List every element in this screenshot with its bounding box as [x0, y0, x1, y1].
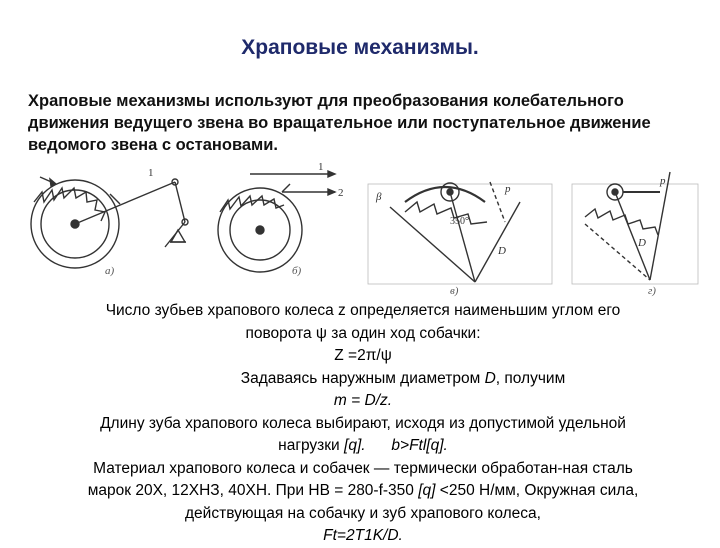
figure-c-beta: β [376, 191, 382, 203]
body-line-9-q: [q] [418, 482, 436, 499]
figure-b-num-1: 1 [318, 162, 324, 173]
body-line-7-a: нагрузки [278, 437, 345, 454]
ratchet-drawings [20, 162, 700, 300]
intro-line-2: движения ведущего звена во вращательное или поступательное движение [28, 114, 651, 132]
figure-d-d: D [638, 237, 646, 249]
slide-title: Храповые механизмы. [241, 36, 479, 59]
figure-c-d: D [498, 245, 506, 257]
formula-m: m = D/z. [333, 392, 393, 409]
intro-line-1: Храповые механизмы используют для преобразования колебательного [28, 92, 624, 110]
body-line-4-d: D [484, 369, 496, 387]
body-line-6: Длину зуба храпового колеса выбирают, исходя из допустимой удельной [100, 414, 626, 432]
body-line-7 [18, 435, 708, 458]
intro-paragraph [28, 90, 708, 156]
figure-b-num-2: 2 [338, 187, 344, 199]
body-line-10: действующая на собачку и зуб храпового колеса, [185, 504, 541, 522]
body-line-7-formula: b>Ftl[q]. [365, 437, 448, 454]
figure-d-label: г) [648, 285, 656, 297]
ratchet-figures [20, 162, 700, 300]
body-line-9 [18, 480, 708, 503]
figure-b-label: б) [292, 265, 302, 277]
figure-a-label: а) [105, 265, 115, 277]
body-text [18, 300, 708, 548]
body-line-4 [18, 368, 708, 391]
figure-c-drawing [368, 182, 552, 284]
body-line-9-c: <250 Н/мм, Окружная сила, [435, 482, 639, 499]
body-line-4-c: , получим [495, 369, 566, 387]
figure-c-angle: 350° [450, 216, 469, 227]
figure-d-p: p [660, 175, 666, 187]
body-line-8: Материал храпового колеса и собачек — термически обработан-ная сталь [93, 459, 633, 477]
formula-ft: Ft=2T1K/D. [323, 527, 403, 544]
body-line-9-a: марок 20Х, 12ХНЗ, 40ХН. При НВ = 280-f-350 [87, 482, 419, 499]
body-line-4-a: Задаваясь наружным диаметром [240, 369, 485, 387]
body-line-1: Число зубьев храпового колеса z определяется наименьшим углом его [105, 302, 621, 319]
figure-c-p: p [505, 183, 511, 195]
figure-c-label: в) [450, 285, 459, 297]
intro-line-3: ведомого звена с остановами. [28, 136, 278, 154]
figure-a-num-1: 1 [148, 167, 154, 179]
body-line-2: поворота ψ за один ход собачки: [245, 324, 481, 342]
figure-b-drawing [218, 171, 335, 272]
body-line-7-q: [q]. [344, 437, 366, 454]
figure-a-drawing [31, 177, 188, 268]
figure-d-drawing [572, 172, 698, 284]
formula-z: Z =2π/ψ [334, 347, 392, 364]
